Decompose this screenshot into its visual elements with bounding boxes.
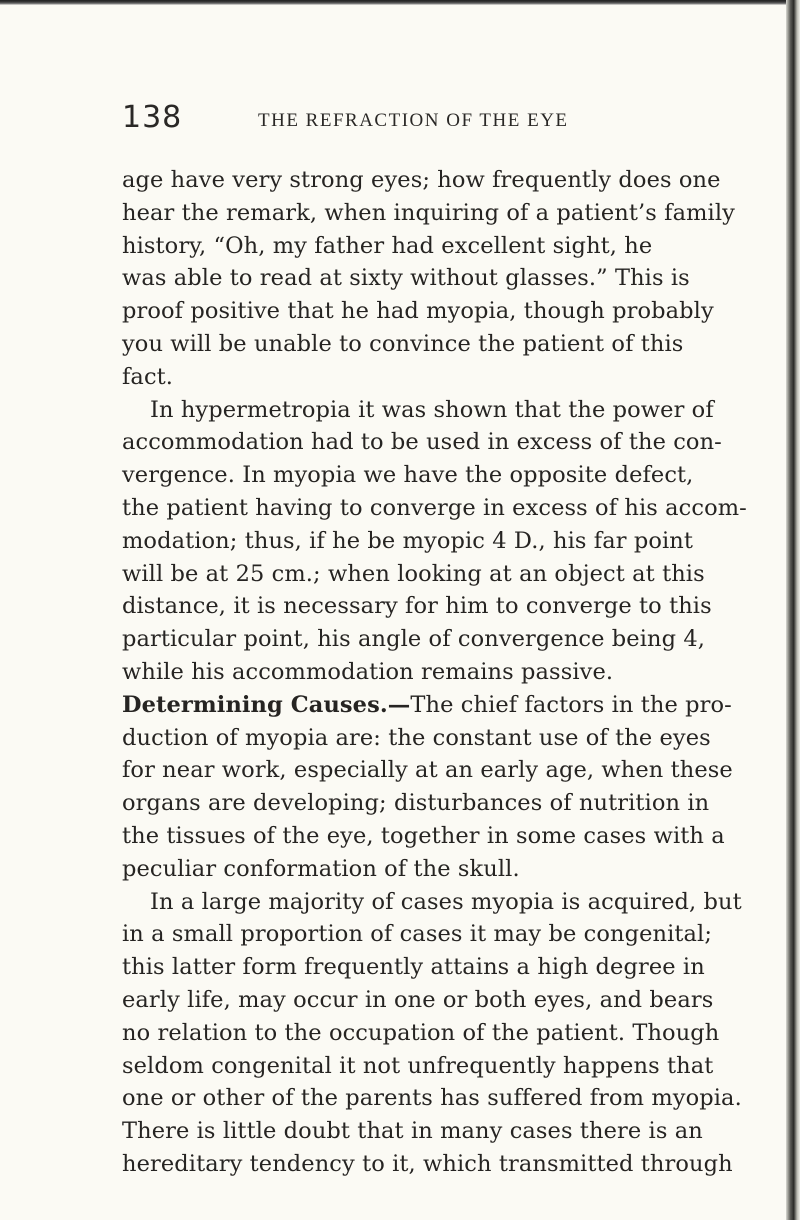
- text-line-run: The chief factors in the pro-: [410, 691, 732, 718]
- text-line: duction of myopia are: the constant use of the eyes: [122, 724, 711, 751]
- text-line: history, “Oh, my father had excellent sight, he: [122, 232, 653, 259]
- text-line: distance, it is necessary for him to converge to this: [122, 593, 712, 620]
- section-heading: Determining Causes.—: [122, 691, 411, 718]
- page-number: 138: [122, 100, 183, 135]
- text-line: hereditary tendency to it, which transmitted through: [122, 1150, 733, 1177]
- text-line: There is little doubt that in many cases there is an: [122, 1118, 703, 1145]
- text-line: you will be unable to convince the patient of this: [122, 330, 684, 357]
- text-line: age have very strong eyes; how frequently does one: [122, 167, 721, 193]
- text-line: In a large majority of cases myopia is acquired, but: [150, 888, 742, 915]
- text-line: early life, may occur in one or both eyes, and bears: [122, 986, 714, 1013]
- text-line: was able to read at sixty without glasses.” This is: [122, 265, 690, 292]
- text-line: peculiar conformation of the skull.: [122, 855, 520, 882]
- running-head: THE REFRACTION OF THE EYE: [258, 110, 569, 131]
- text-line: while his accommodation remains passive.: [122, 658, 614, 685]
- text-line: this latter form frequently attains a high degree in: [122, 954, 705, 981]
- text-line: in a small proportion of cases it may be congenital;: [122, 921, 713, 948]
- text-line: no relation to the occupation of the patient. Though: [122, 1019, 720, 1046]
- text-line-with-heading: [122, 689, 734, 722]
- text-line: vergence. In myopia we have the opposite defect,: [122, 462, 694, 489]
- text-line: accommodation had to be used in excess of the con-: [122, 429, 722, 456]
- text-line: In hypermetropia it was shown that the power of: [150, 396, 714, 423]
- body-text: [122, 164, 747, 1181]
- text-line: the patient having to converge in excess of his accom-: [122, 494, 747, 521]
- text-line: hear the remark, when inquiring of a patient’s family: [122, 199, 735, 226]
- text-line: will be at 25 cm.; when looking at an object at this: [122, 560, 705, 587]
- page-header: [122, 98, 722, 138]
- top-page-edge: [0, 0, 800, 5]
- book-spine-edge: [786, 0, 800, 1220]
- text-line: organs are developing; disturbances of nutrition in: [122, 790, 710, 817]
- text-line: modation; thus, if he be myopic 4 D., his far point: [122, 527, 694, 554]
- text-line: for near work, especially at an early age, when these: [122, 757, 733, 784]
- text-line: the tissues of the eye, together in some cases with a: [122, 822, 725, 849]
- text-line: one or other of the parents has suffered from myopia.: [122, 1085, 742, 1112]
- text-line: seldom congenital it not unfrequently happens that: [122, 1052, 714, 1079]
- text-line: particular point, his angle of convergence being 4,: [122, 626, 706, 653]
- text-line: fact.: [122, 363, 174, 390]
- text-line: proof positive that he had myopia, though probably: [122, 298, 714, 325]
